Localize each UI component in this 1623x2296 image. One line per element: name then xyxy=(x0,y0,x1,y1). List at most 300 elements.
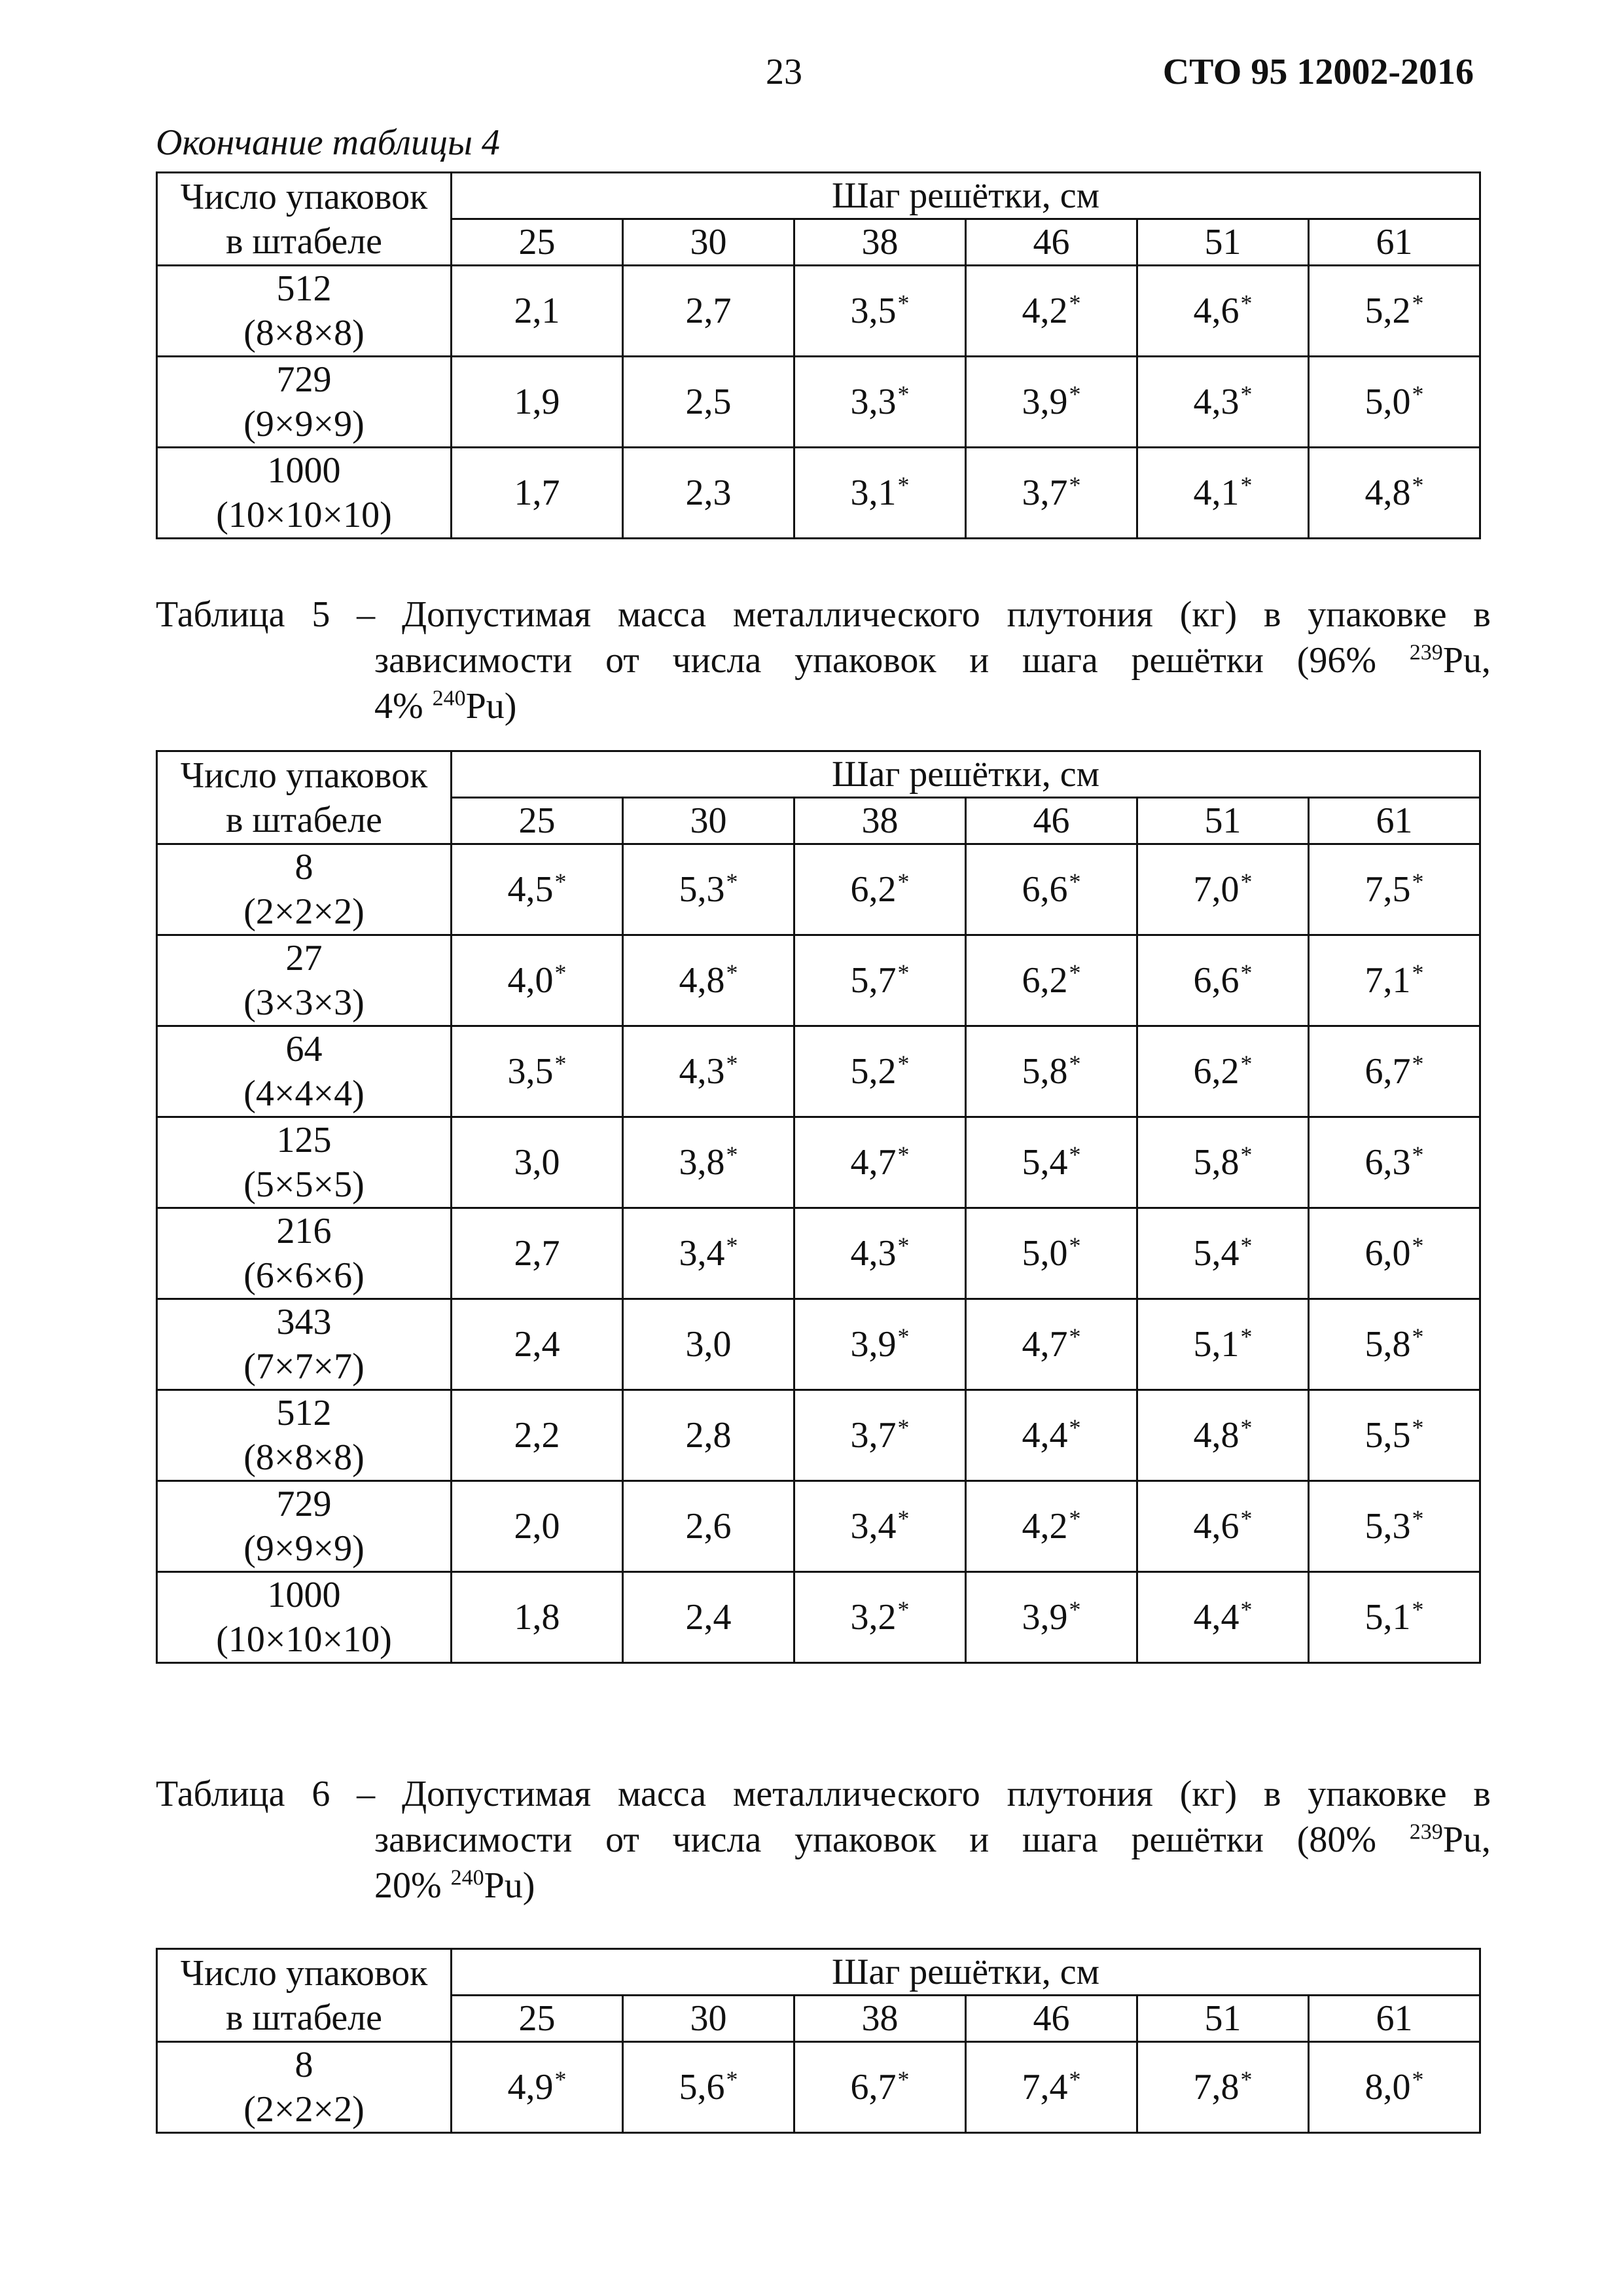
mass-value-cell xyxy=(794,1117,966,1208)
column-header-count xyxy=(157,1949,452,2042)
mass-value-cell xyxy=(1309,1572,1480,1663)
mass-value: 2,2 xyxy=(514,1415,560,1456)
package-count: 27 xyxy=(285,938,323,978)
header-line: в штабеле xyxy=(226,799,382,840)
mass-value: 3,8 xyxy=(679,1142,725,1183)
table-row xyxy=(157,844,1480,935)
package-count-cell xyxy=(157,1481,452,1572)
asterisk-note-marker: * xyxy=(1240,869,1253,895)
asterisk-note-marker: * xyxy=(897,1505,910,1532)
mass-value-cell xyxy=(1309,266,1480,357)
mass-value: 2,5 xyxy=(685,382,732,422)
caption-word: плутония xyxy=(1007,1774,1153,1814)
asterisk-note-marker: * xyxy=(1412,381,1424,407)
asterisk-note-marker: * xyxy=(1069,381,1081,407)
isotope-mass-number: 240 xyxy=(432,686,466,711)
caption-isotope xyxy=(1410,637,1491,683)
stack-dimensions: (3×3×3) xyxy=(243,982,365,1023)
mass-value: 5,7 xyxy=(850,960,897,1001)
mass-value-cell xyxy=(452,266,623,357)
caption-word: решётки xyxy=(1131,640,1264,681)
mass-value-cell xyxy=(794,935,966,1026)
mass-value: 3,5 xyxy=(507,1051,554,1092)
isotope-mass-number: 240 xyxy=(450,1865,484,1890)
mass-value: 5,0 xyxy=(1364,382,1411,422)
caption-word: упаковке xyxy=(1308,1774,1447,1814)
mass-value-cell xyxy=(966,1117,1137,1208)
mass-value: 4,8 xyxy=(1193,1415,1240,1456)
mass-value: 4,3 xyxy=(850,1233,897,1274)
mass-value: 2,3 xyxy=(685,473,732,513)
mass-value: 3,9 xyxy=(1022,382,1068,422)
mass-value: 2,1 xyxy=(514,291,560,331)
mass-value-cell xyxy=(794,266,966,357)
package-count-cell xyxy=(157,1572,452,1663)
stack-dimensions: (5×5×5) xyxy=(243,1164,365,1205)
asterisk-note-marker: * xyxy=(554,2066,567,2092)
asterisk-note-marker: * xyxy=(726,2066,738,2092)
mass-value: 2,6 xyxy=(685,1506,732,1547)
caption-word: от xyxy=(605,1820,639,1860)
pitch-header-cell: 38 xyxy=(794,219,966,266)
mass-value-cell xyxy=(1309,448,1480,539)
mass-value-cell xyxy=(794,1208,966,1299)
isotope-symbol: Pu, xyxy=(1442,1820,1491,1860)
mass-value: 4,3 xyxy=(679,1051,725,1092)
pitch-header-cell: 61 xyxy=(1309,219,1480,266)
header-line: Число упаковок xyxy=(180,1952,428,1994)
mass-value-cell xyxy=(1309,844,1480,935)
mass-value: 7,0 xyxy=(1193,869,1240,910)
asterisk-note-marker: * xyxy=(1412,1232,1424,1259)
mass-value: 5,6 xyxy=(679,2067,725,2108)
mass-value-cell xyxy=(794,1481,966,1572)
page-number: 23 xyxy=(766,52,802,92)
mass-value: 3,7 xyxy=(850,1415,897,1456)
asterisk-note-marker: * xyxy=(726,1232,738,1259)
mass-value-cell xyxy=(452,2042,623,2133)
asterisk-note-marker: * xyxy=(1412,960,1424,986)
mass-value-cell xyxy=(452,1208,623,1299)
caption-word: числа xyxy=(672,640,762,681)
caption-percent: 4% xyxy=(374,686,423,726)
mass-value-cell xyxy=(794,448,966,539)
caption-word: в xyxy=(1264,594,1281,635)
pitch-header-cell: 38 xyxy=(794,798,966,844)
column-header-count xyxy=(157,173,452,266)
asterisk-note-marker: * xyxy=(897,2066,910,2092)
asterisk-note-marker: * xyxy=(1240,290,1253,316)
asterisk-note-marker: * xyxy=(1412,1050,1424,1077)
column-header-count xyxy=(157,751,452,844)
mass-value: 5,3 xyxy=(1364,1506,1411,1547)
mass-value-cell xyxy=(623,357,794,448)
mass-value: 5,2 xyxy=(850,1051,897,1092)
mass-value: 6,0 xyxy=(1364,1233,1411,1274)
mass-value: 5,4 xyxy=(1022,1142,1068,1183)
mass-value: 4,4 xyxy=(1193,1597,1240,1638)
mass-value: 3,4 xyxy=(679,1233,725,1274)
caption-word: и xyxy=(969,640,990,681)
caption-line-2 xyxy=(156,637,1491,683)
mass-value-cell xyxy=(452,1026,623,1117)
mass-value-cell xyxy=(1137,2042,1309,2133)
mass-value: 3,9 xyxy=(1022,1597,1068,1638)
mass-value-cell xyxy=(1309,1117,1480,1208)
mass-value: 4,5 xyxy=(507,869,554,910)
stack-dimensions: (2×2×2) xyxy=(243,2089,365,2130)
asterisk-note-marker: * xyxy=(1240,1505,1253,1532)
caption-word: Таблица xyxy=(156,594,285,635)
asterisk-note-marker: * xyxy=(1412,1323,1424,1350)
table-row xyxy=(157,1117,1480,1208)
stack-dimensions: (6×6×6) xyxy=(243,1255,365,1296)
mass-value: 3,1 xyxy=(850,473,897,513)
asterisk-note-marker: * xyxy=(1412,1596,1424,1623)
package-count: 8 xyxy=(294,2045,313,2085)
asterisk-note-marker: * xyxy=(1240,2066,1253,2092)
caption-word: в xyxy=(1264,1774,1281,1814)
pitch-header-cell: 51 xyxy=(1137,798,1309,844)
caption-word: в xyxy=(1473,1774,1491,1814)
mass-value-cell xyxy=(1309,1026,1480,1117)
mass-value-cell xyxy=(1137,1026,1309,1117)
pitch-header-cell: 30 xyxy=(623,219,794,266)
caption-word: Таблица xyxy=(156,1774,285,1814)
package-count: 1000 xyxy=(267,450,341,491)
isotope-symbol: Pu) xyxy=(484,1865,535,1906)
package-count: 729 xyxy=(276,359,332,400)
caption-line-1 xyxy=(156,1771,1491,1817)
package-count: 8 xyxy=(294,847,313,888)
mass-value-cell xyxy=(794,844,966,935)
caption-word: (кг) xyxy=(1179,1774,1238,1814)
pitch-header-cell: 61 xyxy=(1309,798,1480,844)
caption-line-2 xyxy=(156,1817,1491,1863)
mass-value: 5,8 xyxy=(1193,1142,1240,1183)
mass-value-cell xyxy=(623,844,794,935)
stack-dimensions: (9×9×9) xyxy=(243,1528,365,1569)
asterisk-note-marker: * xyxy=(1069,1596,1081,1623)
asterisk-note-marker: * xyxy=(554,1050,567,1077)
mass-value: 5,2 xyxy=(1364,291,1411,331)
caption-word: числа xyxy=(672,1820,762,1860)
pitch-header-cell: 51 xyxy=(1137,219,1309,266)
pitch-header-cell: 46 xyxy=(966,1996,1137,2042)
caption-word: и xyxy=(969,1820,990,1860)
package-count: 343 xyxy=(276,1302,332,1342)
mass-value: 4,4 xyxy=(1022,1415,1068,1456)
mass-value: 3,7 xyxy=(1022,473,1068,513)
asterisk-note-marker: * xyxy=(1069,960,1081,986)
mass-value: 5,5 xyxy=(1364,1415,1411,1456)
mass-value-cell xyxy=(623,1390,794,1481)
package-count: 512 xyxy=(276,268,332,309)
header-line: в штабеле xyxy=(226,221,382,262)
mass-value-cell xyxy=(623,1572,794,1663)
mass-value: 5,3 xyxy=(679,869,725,910)
asterisk-note-marker: * xyxy=(1069,1141,1081,1168)
header-line: в штабеле xyxy=(226,1997,382,2038)
asterisk-note-marker: * xyxy=(897,1050,910,1077)
asterisk-note-marker: * xyxy=(1069,1050,1081,1077)
mass-value-cell xyxy=(452,357,623,448)
mass-value: 4,6 xyxy=(1193,291,1240,331)
package-count-cell xyxy=(157,266,452,357)
caption-word: упаковок xyxy=(794,1820,936,1860)
package-count-cell xyxy=(157,1117,452,1208)
mass-value-cell xyxy=(1137,1299,1309,1390)
mass-value-cell xyxy=(1137,357,1309,448)
package-count: 216 xyxy=(276,1211,332,1251)
mass-value: 5,8 xyxy=(1364,1324,1411,1365)
mass-value-cell xyxy=(1309,1299,1480,1390)
mass-value-cell xyxy=(623,1481,794,1572)
table-6-caption xyxy=(156,1771,1491,1909)
asterisk-note-marker: * xyxy=(726,1050,738,1077)
isotope-mass-number: 239 xyxy=(1409,1820,1443,1844)
mass-value-cell xyxy=(452,935,623,1026)
mass-value: 1,8 xyxy=(514,1597,560,1638)
asterisk-note-marker: * xyxy=(897,1232,910,1259)
table-row xyxy=(157,448,1480,539)
caption-word: (кг) xyxy=(1179,594,1238,635)
asterisk-note-marker: * xyxy=(726,960,738,986)
asterisk-note-marker: * xyxy=(897,290,910,316)
pitch-header-cell: 25 xyxy=(452,1996,623,2042)
package-count-cell xyxy=(157,1208,452,1299)
pitch-header-cell: 61 xyxy=(1309,1996,1480,2042)
mass-value-cell xyxy=(1137,448,1309,539)
caption-word: 6 xyxy=(312,1774,330,1814)
mass-value-cell xyxy=(452,448,623,539)
mass-value-cell xyxy=(794,1390,966,1481)
mass-value-cell xyxy=(966,1572,1137,1663)
asterisk-note-marker: * xyxy=(1412,1414,1424,1441)
mass-value: 6,3 xyxy=(1364,1142,1411,1183)
mass-value: 4,3 xyxy=(1193,382,1240,422)
mass-value: 8,0 xyxy=(1364,2067,1411,2108)
table-row xyxy=(157,1208,1480,1299)
mass-value: 4,7 xyxy=(850,1142,897,1183)
pitch-header-cell: 30 xyxy=(623,798,794,844)
table-header-row xyxy=(157,751,1480,798)
asterisk-note-marker: * xyxy=(1069,1232,1081,1259)
mass-value-cell xyxy=(1137,1208,1309,1299)
mass-value-cell xyxy=(623,1117,794,1208)
mass-value: 3,9 xyxy=(850,1324,897,1365)
package-count-cell xyxy=(157,1299,452,1390)
table-row xyxy=(157,2042,1480,2133)
mass-value: 2,7 xyxy=(685,291,732,331)
mass-value-cell xyxy=(452,1117,623,1208)
document-code: СТО 95 12002-2016 xyxy=(1162,52,1474,92)
package-count: 1000 xyxy=(267,1575,341,1615)
mass-value: 4,9 xyxy=(507,2067,554,2108)
caption-word: плутония xyxy=(1007,594,1153,635)
mass-value-cell xyxy=(1309,1481,1480,1572)
column-header-pitch: Шаг решётки, см xyxy=(452,1949,1480,1996)
asterisk-note-marker: * xyxy=(726,1141,738,1168)
mass-value: 3,0 xyxy=(685,1324,732,1365)
asterisk-note-marker: * xyxy=(1240,1141,1253,1168)
asterisk-note-marker: * xyxy=(1412,869,1424,895)
mass-value-cell xyxy=(1137,266,1309,357)
package-count-cell xyxy=(157,448,452,539)
mass-value-cell xyxy=(1137,1481,1309,1572)
mass-value-cell xyxy=(1137,1572,1309,1663)
asterisk-note-marker: * xyxy=(1069,472,1081,498)
header-line: Число упаковок xyxy=(180,176,428,217)
mass-value: 7,8 xyxy=(1193,2067,1240,2108)
mass-value: 7,5 xyxy=(1364,869,1411,910)
mass-value-cell xyxy=(1309,357,1480,448)
mass-value-cell xyxy=(1137,935,1309,1026)
table-6 xyxy=(156,1948,1481,2134)
asterisk-note-marker: * xyxy=(554,869,567,895)
mass-value: 5,8 xyxy=(1022,1051,1068,1092)
package-count-cell xyxy=(157,2042,452,2133)
package-count-cell xyxy=(157,357,452,448)
table-4-end xyxy=(156,171,1481,539)
mass-value-cell xyxy=(1309,1208,1480,1299)
stack-dimensions: (10×10×10) xyxy=(216,495,392,535)
table-row xyxy=(157,935,1480,1026)
stack-dimensions: (8×8×8) xyxy=(243,1437,365,1478)
mass-value: 2,4 xyxy=(514,1324,560,1365)
pitch-header-cell: 46 xyxy=(966,798,1137,844)
mass-value-cell xyxy=(966,2042,1137,2133)
caption-word: зависимости xyxy=(374,1820,573,1860)
mass-value-cell xyxy=(966,1299,1137,1390)
package-count: 125 xyxy=(276,1120,332,1160)
mass-value-cell xyxy=(452,1299,623,1390)
isotope-symbol: Pu, xyxy=(1442,640,1491,681)
table-header-row xyxy=(157,173,1480,219)
mass-value-cell xyxy=(966,1026,1137,1117)
caption-word: упаковок xyxy=(794,640,936,681)
caption-word: – xyxy=(357,1774,376,1814)
caption-word: упаковке xyxy=(1308,594,1447,635)
caption-percent: 20% xyxy=(374,1865,442,1906)
mass-value-cell xyxy=(966,448,1137,539)
caption-word: Допустимая xyxy=(401,1774,592,1814)
mass-value-cell xyxy=(794,1299,966,1390)
table-5-caption xyxy=(156,592,1491,729)
caption-isotope xyxy=(1410,1817,1491,1863)
mass-value: 6,6 xyxy=(1193,960,1240,1001)
table-row xyxy=(157,266,1480,357)
table-row xyxy=(157,1390,1480,1481)
mass-value: 6,6 xyxy=(1022,869,1068,910)
asterisk-note-marker: * xyxy=(1240,1232,1253,1259)
mass-value: 3,4 xyxy=(850,1506,897,1547)
asterisk-note-marker: * xyxy=(897,381,910,407)
stack-dimensions: (8×8×8) xyxy=(243,313,365,353)
asterisk-note-marker: * xyxy=(1412,290,1424,316)
mass-value-cell xyxy=(966,935,1137,1026)
mass-value: 4,2 xyxy=(1022,1506,1068,1547)
pitch-header-cell: 25 xyxy=(452,219,623,266)
asterisk-note-marker: * xyxy=(1240,1596,1253,1623)
mass-value-cell xyxy=(966,844,1137,935)
mass-value-cell xyxy=(623,1208,794,1299)
mass-value-cell xyxy=(1309,2042,1480,2133)
mass-value-cell xyxy=(1309,1390,1480,1481)
mass-value: 3,3 xyxy=(850,382,897,422)
mass-value: 2,8 xyxy=(685,1415,732,1456)
stack-dimensions: (2×2×2) xyxy=(243,891,365,932)
caption-word: зависимости xyxy=(374,640,573,681)
mass-value-cell xyxy=(1309,935,1480,1026)
table-4-continuation-label: Окончание таблицы 4 xyxy=(156,122,500,163)
column-header-pitch: Шаг решётки, см xyxy=(452,751,1480,798)
mass-value: 2,7 xyxy=(514,1233,560,1274)
caption-word: от xyxy=(605,640,639,681)
asterisk-note-marker: * xyxy=(1412,1141,1424,1168)
mass-value: 4,8 xyxy=(679,960,725,1001)
table-row xyxy=(157,357,1480,448)
caption-word: шага xyxy=(1022,1820,1098,1860)
stack-dimensions: (9×9×9) xyxy=(243,404,365,444)
asterisk-note-marker: * xyxy=(897,1596,910,1623)
mass-value-cell xyxy=(966,1481,1137,1572)
mass-value: 2,0 xyxy=(514,1506,560,1547)
mass-value-cell xyxy=(966,357,1137,448)
mass-value-cell xyxy=(623,2042,794,2133)
package-count-cell xyxy=(157,935,452,1026)
mass-value: 1,9 xyxy=(514,382,560,422)
table-5 xyxy=(156,750,1481,1664)
asterisk-note-marker: * xyxy=(1240,381,1253,407)
mass-value-cell xyxy=(1137,844,1309,935)
package-count-cell xyxy=(157,1390,452,1481)
mass-value-cell xyxy=(966,1208,1137,1299)
caption-word: шага xyxy=(1022,640,1098,681)
table-header-row xyxy=(157,1949,1480,1996)
table-row xyxy=(157,1026,1480,1117)
asterisk-note-marker: * xyxy=(1240,1050,1253,1077)
mass-value: 5,4 xyxy=(1193,1233,1240,1274)
package-count-cell xyxy=(157,844,452,935)
mass-value: 3,2 xyxy=(850,1597,897,1638)
mass-value: 4,2 xyxy=(1022,291,1068,331)
caption-word: (80% xyxy=(1296,1820,1377,1860)
mass-value-cell xyxy=(794,1026,966,1117)
asterisk-note-marker: * xyxy=(1412,1505,1424,1532)
package-count: 729 xyxy=(276,1484,332,1524)
mass-value-cell xyxy=(794,2042,966,2133)
asterisk-note-marker: * xyxy=(1240,472,1253,498)
asterisk-note-marker: * xyxy=(554,960,567,986)
table-row xyxy=(157,1572,1480,1663)
mass-value: 7,1 xyxy=(1364,960,1411,1001)
asterisk-note-marker: * xyxy=(726,869,738,895)
stack-dimensions: (10×10×10) xyxy=(216,1619,392,1660)
asterisk-note-marker: * xyxy=(1412,472,1424,498)
caption-word: решётки xyxy=(1131,1820,1264,1860)
caption-word: (96% xyxy=(1296,640,1377,681)
caption-word: 5 xyxy=(312,594,330,635)
caption-word: в xyxy=(1473,594,1491,635)
asterisk-note-marker: * xyxy=(897,1323,910,1350)
mass-value-cell xyxy=(623,266,794,357)
mass-value: 6,7 xyxy=(1364,1051,1411,1092)
mass-value: 3,5 xyxy=(850,291,897,331)
mass-value-cell xyxy=(966,1390,1137,1481)
asterisk-note-marker: * xyxy=(1069,290,1081,316)
caption-word: масса xyxy=(617,594,707,635)
